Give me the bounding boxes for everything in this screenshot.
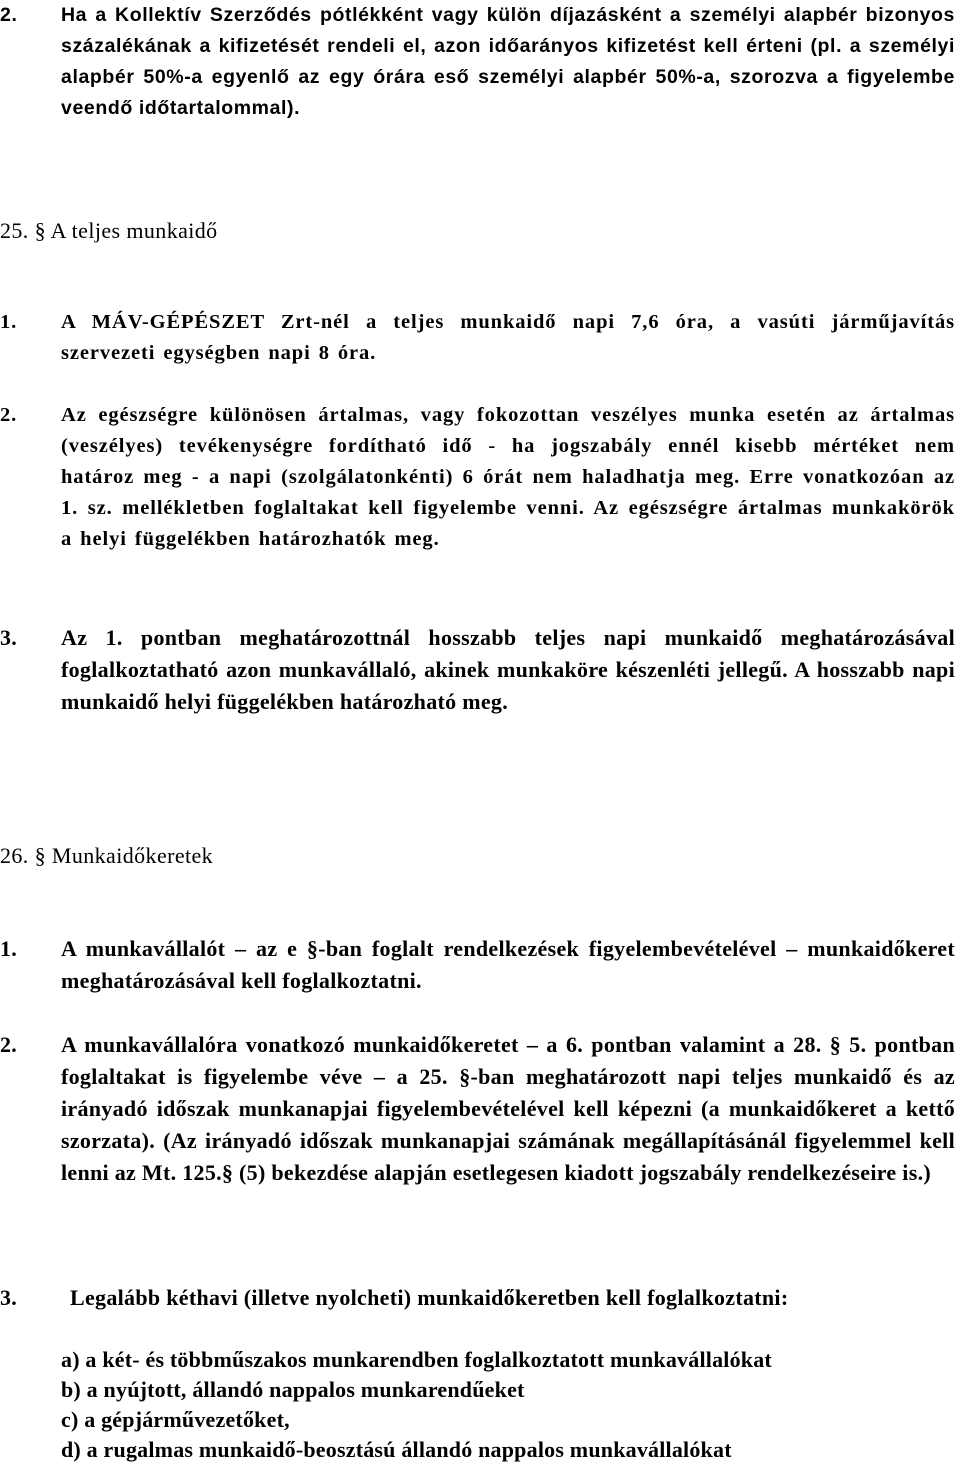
paragraph-26-3 [0,1282,955,1314]
paragraph-text: A munkavállalót – az e §-ban foglalt rendelkezések figyelembevételével – munkaidőkeret meghatározásával kell foglalkoztatni. [61,936,955,993]
section-heading-25: 25. § A teljes munkaidő [0,218,218,243]
paragraph-24-2 [0,0,955,124]
section-heading-26: 26. § Munkaidőkeretek [0,843,214,868]
paragraph-26-1 [0,933,955,997]
paragraph-text: Az 1. pontban meghatározottnál hosszabb teljes napi munkaidő meghatározásával foglalkoztatható azon munkavállaló, akinek munkaköre készenléti jellegű. A hosszabb napi munkaidő helyi függelékben határozható meg. [61,625,955,714]
paragraph-number: 2. [0,1032,18,1057]
paragraph-25-3 [0,622,955,718]
sub-list-26-3 [61,1345,772,1465]
paragraph-text: A MÁV-GÉPÉSZET Zrt-nél a teljes munkaidő napi 7,6 óra, a vasúti járműjavítás szervezeti egységben napi 8 óra. [61,311,955,364]
paragraph-number: 2. [0,4,18,26]
paragraph-text: Ha a Kollektív Szerződés pótlékként vagy külön díjazásként a személyi alapbér bizonyos százalékának a kifizetését rendeli el, azon időarányos kifizetést kell érteni (pl. a személyi alapbér 50%-a egyenlő az egy órára eső személyi alapbér 50%-a, szorozva a figyelembe veendő időtartalommal). [61,4,955,119]
paragraph-25-1 [0,307,955,369]
paragraph-26-2 [0,1029,955,1189]
paragraph-text: Legalább kéthavi (illetve nyolcheti) munkaidőkeretben kell foglalkoztatni: [70,1285,789,1310]
paragraph-number: 3. [0,625,18,650]
list-item: c) a gépjárművezetőket, [61,1407,290,1432]
list-item: a) a két- és többműszakos munkarendben foglalkoztatott munkavállalókat [61,1347,772,1372]
paragraph-number: 2. [0,404,18,426]
list-item: d) a rugalmas munkaidő-beosztású állandó nappalos munkavállalókat [61,1437,732,1462]
list-item: b) a nyújtott, állandó nappalos munkarendűeket [61,1377,525,1402]
paragraph-number: 1. [0,311,18,333]
paragraph-number: 3. [0,1285,18,1310]
paragraph-text: A munkavállalóra vonatkozó munkaidőkeretet – a 6. pontban valamint a 28. § 5. pontban foglaltakat is figyelembe véve – a 25. §-ban meghatározott napi teljes munkaidő és az irányadó időszak munkanapjai figyelembevételével kell képezni (a munkaidőkeret a kettő szorzata). (Az irányadó időszak munkanapjai számának megállapításánál figyelemmel kell lenni az Mt. 125.§ (5) bekezdése alapján esetlegesen kiadott jogszabály rendelkezéseire is.) [61,1032,955,1185]
paragraph-25-2 [0,400,955,555]
paragraph-text: Az egészségre különösen ártalmas, vagy fokozottan veszélyes munka esetén az ártalmas (veszélyes) tevékenységre fordítható idő - ha jogszabály ennél kisebb mértéket nem határoz meg - a napi (szolgálatonkénti) 6 órát nem haladhatja meg. Erre vonatkozóan az 1. sz. mellékletben foglaltakat kell figyelembe venni. Az egészségre ártalmas munkakörök a helyi függelékben határozhatók meg. [61,404,955,550]
paragraph-number: 1. [0,936,18,961]
